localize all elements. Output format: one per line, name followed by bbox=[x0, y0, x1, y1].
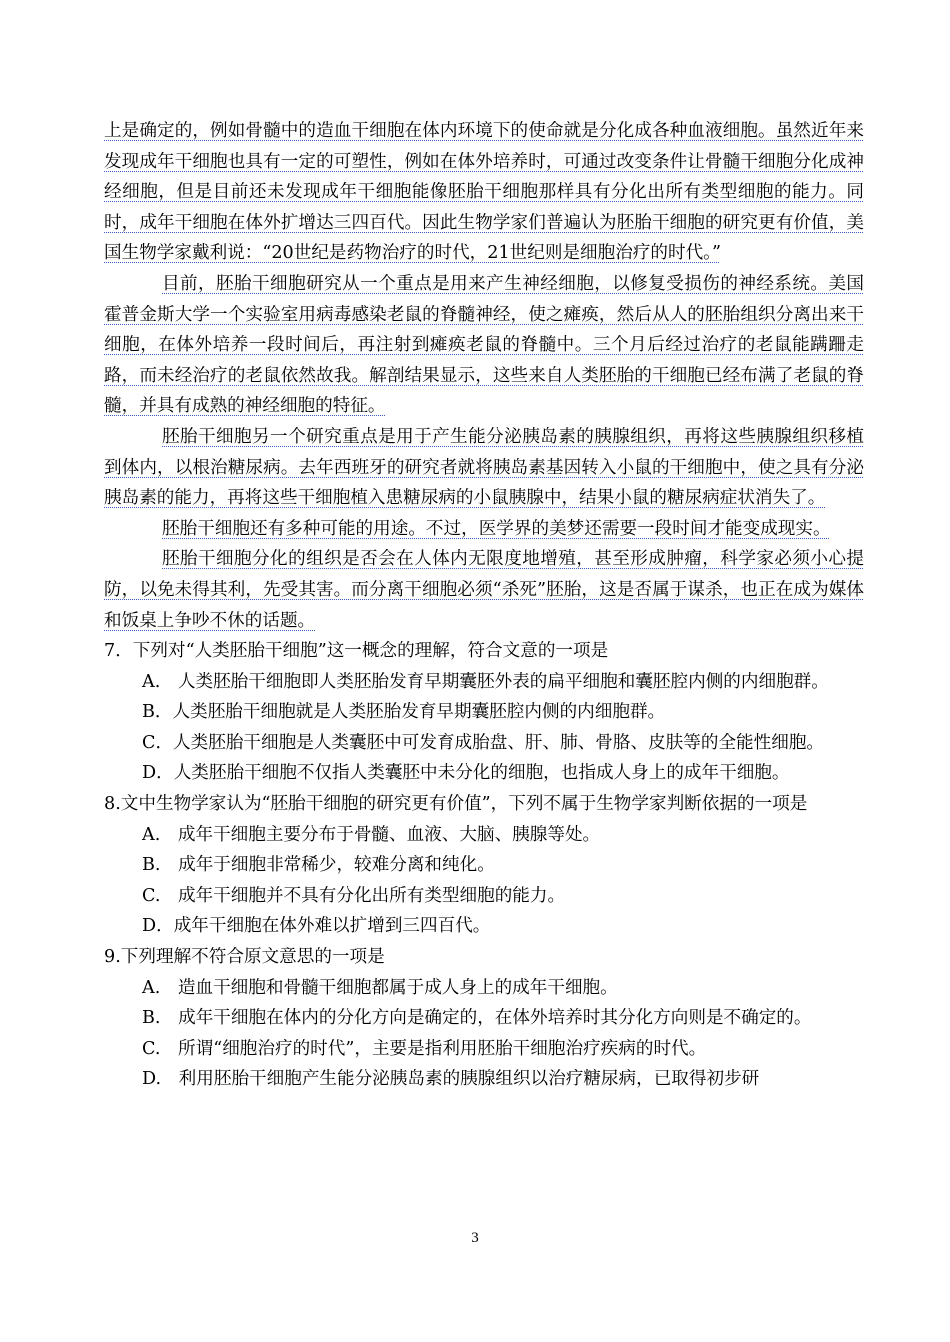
paragraph-risks: 胚胎干细胞分化的组织是否会在人体内无限度地增殖，甚至形成肿瘤，科学家必须小心提防，以免未得其利，先受其害。而分离干细胞必须“杀死”胚胎，这是否属于谋杀，也正在成为媒体和饭桌上争吵不休的话题。 bbox=[104, 549, 864, 631]
question-7-option-a: A. 人类胚胎干细胞即人类胚胎发育早期囊胚外表的扁平细胞和囊胚腔内侧的内细胞群。 bbox=[142, 671, 829, 692]
question-8-option-c: C. 成年干细胞并不具有分化出所有类型细胞的能力。 bbox=[142, 885, 566, 906]
question-7-option-d: D．人类胚胎干细胞不仅指人类囊胚中未分化的细胞，也指成人身上的成年干细胞。 bbox=[142, 763, 790, 784]
paragraph-continuation: 上是确定的，例如骨髓中的造血干细胞在体内环境下的使命就是分化成各种血液细胞。虽然近年来发现成年干细胞也具有一定的可塑性，例如在体外培养时，可通过改变条件让骨髓干细胞分化成神经细胞，但是目前还未发现成年干细胞能像胚胎干细胞那样具有分化出所有类型细胞的能力。同时，成年干细胞在体外扩增达三四百代。因此生物学家们普遍认为胚胎干细胞的研究更有价值，美国生物学家戴利说：“20世纪是药物治疗的时代，21世纪则是细胞治疗的时代。” bbox=[104, 121, 864, 264]
question-8-option-a: A. 成年干细胞主要分布于骨髓、血液、大脑、胰腺等处。 bbox=[142, 824, 601, 845]
question-8-option-d: D．成年干细胞在体外难以扩增到三四百代。 bbox=[142, 916, 491, 937]
question-8: 8.文中生物学家认为“胚胎干细胞的研究更有价值”，下列不属于生物学家判断依据的一项是 bbox=[104, 794, 808, 815]
paragraph-other-uses: 胚胎干细胞还有多种可能的用途。不过，医学界的美梦还需要一段时间才能变成现实。 bbox=[162, 518, 831, 539]
question-8-option-b: B. 成年于细胞非常稀少，较难分离和纯化。 bbox=[142, 855, 495, 876]
question-9-option-b: B. 成年干细胞在体内的分化方向是确定的，在体外培养时其分化方向则是不确定的。 bbox=[142, 1008, 812, 1029]
question-7-option-b: B．人类胚胎干细胞就是人类胚胎发育早期囊胚腔内侧的内细胞群。 bbox=[142, 702, 666, 723]
question-7-option-c: C．人类胚胎干细胞是人类囊胚中可发育成胎盘、肝、肺、骨胳、皮肤等的全能性细胞。 bbox=[142, 732, 825, 753]
question-9-option-c: C. 所谓“细胞治疗的时代”，主要是指利用胚胎干细胞治疗疾病的时代。 bbox=[142, 1038, 707, 1059]
paragraph-neural-research: 目前，胚胎干细胞研究从一个重点是用来产生神经细胞，以修复受损伤的神经系统。美国霍普金斯大学一个实验室用病毒感染老鼠的脊髓神经，使之瘫痪，然后从人的胚胎组织分离出来干细胞，在体外培养一段时间后，再注射到瘫痪老鼠的脊髓中。三个月后经过治疗的老鼠能蹒跚走路，而未经治疗的老鼠依然故我。解剖结果显示，这些来自人类胚胎的干细胞已经布满了老鼠的脊髓，并具有成熟的神经细胞的特征。 bbox=[104, 273, 864, 417]
question-9-option-a: A. 造血干细胞和骨髓干细胞都属于成人身上的成年干细胞。 bbox=[142, 977, 618, 998]
document-body bbox=[104, 116, 864, 1095]
question-9-option-d: D. 利用胚胎干细胞产生能分泌胰岛素的胰腺组织以治疗糖尿病，已取得初步研 bbox=[142, 1069, 760, 1090]
question-7: 7．下列对“人类胚胎干细胞”这一概念的理解，符合文意的一项是 bbox=[104, 641, 609, 662]
paragraph-pancreas-research: 胚胎干细胞另一个研究重点是用于产生能分泌胰岛素的胰腺组织，再将这些胰腺组织移植到体内，以根治糖尿病。去年西班牙的研究者就将胰岛素基因转入小鼠的干细胞中，使之具有分泌胰岛素的能力，再将这些干细胞植入患糖尿病的小鼠胰腺中，结果小鼠的糖尿病症状消失了。 bbox=[104, 426, 864, 509]
question-9: 9.下列理解不符合原文意思的一项是 bbox=[104, 947, 385, 968]
page-number: 3 bbox=[471, 1230, 479, 1246]
